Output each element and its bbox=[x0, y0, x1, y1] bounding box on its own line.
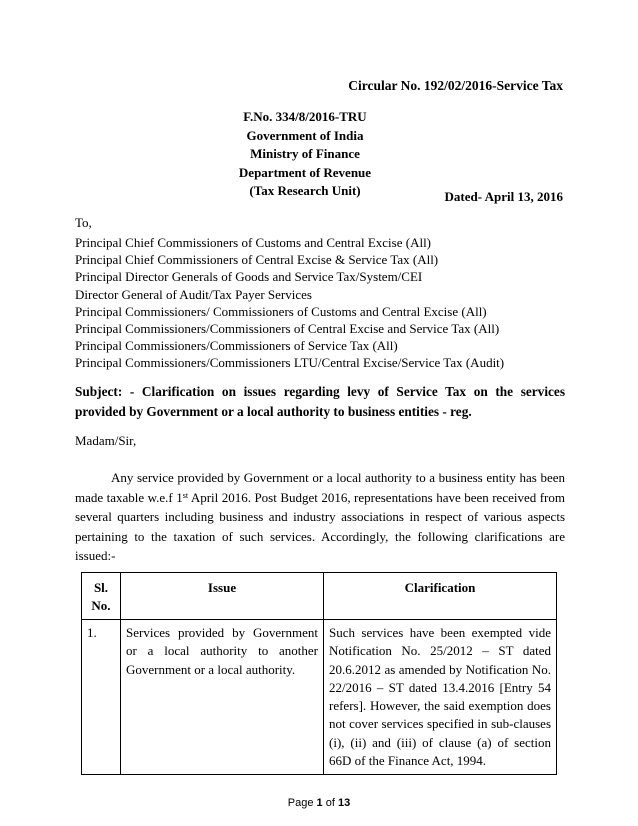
file-number: F.No. 334/8/2016-TRU bbox=[243, 109, 367, 124]
addressee-item: Principal Commissioners/Commissioners of Central Excise and Service Tax (All) bbox=[75, 321, 500, 337]
body-text-part2: April 2016. Post Budget 2016, representations have been received from several quarters including business and industry associations in respect of various aspects pertaining to the taxation of such services. Accordingly, the following clarifications are issued:- bbox=[75, 489, 565, 563]
date-line: Dated- April 13, 2016 bbox=[444, 189, 563, 204]
addressee-item: Principal Commissioners/Commissioners of Service Tax (All) bbox=[75, 338, 398, 354]
unit-line: (Tax Research Unit) bbox=[249, 183, 361, 199]
column-header-issue: Issue bbox=[121, 573, 324, 620]
footer-of: of bbox=[322, 797, 338, 809]
department-line: Department of Revenue bbox=[238, 164, 372, 180]
body-paragraph bbox=[75, 468, 565, 566]
row-clarification: Such services have been exempted vide Notification No. 25/2012 – ST dated 20.6.2012 as amended by Notification No. 22/2016 – ST dated 13.4.2016 [Entry 54 refers]. However, the said exemption does not cover services specified in sub-clauses (i), (ii) and (iii) of clause (a) of section 66D of the Finance Act, 1994. bbox=[324, 620, 557, 775]
ministry-line: Ministry of Finance bbox=[250, 146, 360, 162]
page-number: 1 bbox=[316, 797, 323, 809]
to-label: To, bbox=[75, 215, 92, 230]
addressee-item: Principal Commissioners/ Commissioners of Customs and Central Excise (All) bbox=[75, 303, 487, 319]
page-total: 13 bbox=[337, 797, 351, 809]
body-text-part1: Any service provided by Government or a local authority to a business entity has been made taxable w.e.f 1 bbox=[75, 470, 565, 505]
column-header-sl-no: Sl. No. bbox=[82, 573, 121, 620]
document-header bbox=[230, 108, 380, 201]
clarification-table bbox=[81, 572, 557, 775]
addressee-item: Director General of Audit/Tax Payer Services bbox=[75, 286, 312, 302]
addressee-item: Principal Commissioners/Commissioners LTU/Central Excise/Service Tax (Audit) bbox=[75, 355, 505, 371]
addressee-item: Principal Chief Commissioners of Customs and Central Excise (All) bbox=[75, 235, 432, 250]
subject-line: Subject: - Clarification on issues regarding levy of Service Tax on the services provided by Government or a local authority to business entities - reg. bbox=[75, 384, 565, 419]
government-line: Government of India bbox=[246, 127, 364, 143]
addressee-item: Principal Director Generals of Goods and Service Tax/System/CEI bbox=[75, 269, 423, 285]
table-header-row bbox=[82, 573, 557, 620]
body-superscript: st bbox=[182, 490, 189, 500]
addressee-list bbox=[75, 234, 504, 372]
salutation: Madam/Sir, bbox=[75, 433, 137, 448]
table-row bbox=[82, 620, 557, 775]
footer-prefix: Page bbox=[287, 797, 317, 809]
circular-number: Circular No. 192/02/2016-Service Tax bbox=[348, 78, 563, 93]
addressee-item: Principal Chief Commissioners of Central Excise & Service Tax (All) bbox=[75, 252, 439, 268]
page-footer bbox=[0, 797, 638, 809]
row-number: 1. bbox=[82, 620, 121, 775]
row-issue: Services provided by Government or a local authority to another Government or a local authority. bbox=[121, 620, 324, 775]
column-header-clarification: Clarification bbox=[324, 573, 557, 620]
